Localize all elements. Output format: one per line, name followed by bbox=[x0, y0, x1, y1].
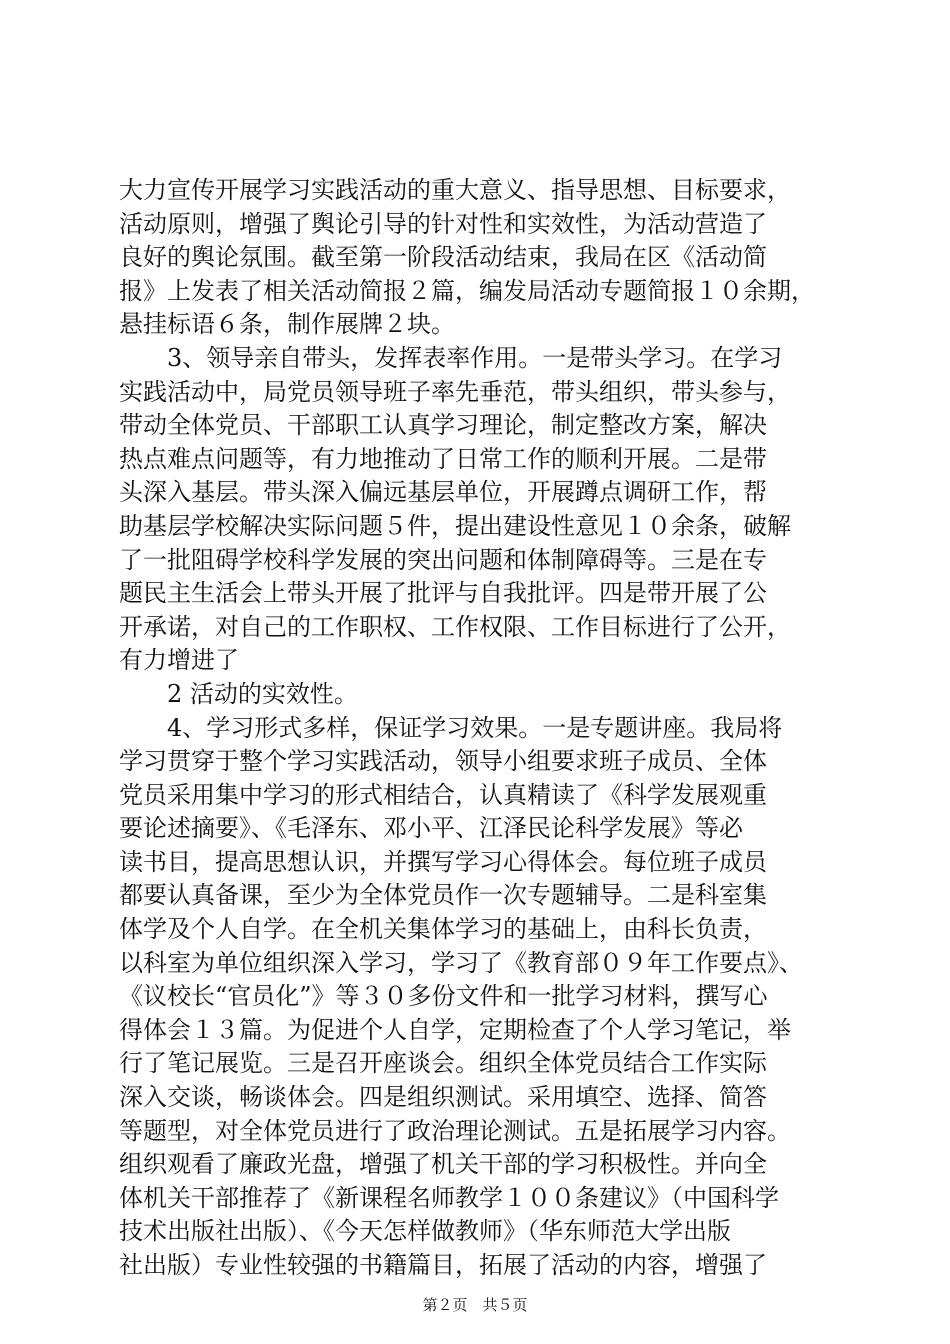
page-footer bbox=[0, 1295, 950, 1315]
text-line: 题民主生活会上带头开展了批评与自我批评。四是带开展了公 bbox=[119, 579, 767, 608]
text-line: 得体会１３篇。为促进个人自学，定期检查了个人学习笔记，举 bbox=[119, 1015, 791, 1044]
paragraph-start-line: 2 活动的实效性。 bbox=[167, 679, 358, 708]
text-line: 党员采用集中学习的形式相结合，认真精读了《科学发展观重 bbox=[119, 780, 767, 809]
text-line: 带动全体党员、干部职工认真学习理论，制定整改方案，解决 bbox=[119, 411, 767, 440]
text-line: 悬挂标语６条，制作展牌２块。 bbox=[119, 310, 455, 339]
text-line: 热点难点问题等，有力地推动了日常工作的顺利开展。二是带 bbox=[119, 444, 767, 473]
text-line: 开承诺，对自己的工作职权、工作权限、工作目标进行了公开， bbox=[119, 612, 791, 641]
paragraph-start-line: 3、领导亲自带头，发挥表率作用。一是带头学习。在学习 bbox=[167, 343, 783, 372]
text-line: 组织观看了廉政光盘，增强了机关干部的学习积极性。并向全 bbox=[119, 1150, 767, 1179]
text-line: 体机关干部推荐了《新课程名师教学１００条建议》（中国科学 bbox=[119, 1183, 779, 1212]
text-line: 体学及个人自学。在全机关集体学习的基础上，由科长负责， bbox=[119, 915, 767, 944]
text-line: 要论述摘要》、《毛泽东、邓小平、江泽民论科学发展》等必 bbox=[119, 814, 743, 843]
text-line: 活动原则，增强了舆论引导的针对性和实效性，为活动营造了 bbox=[119, 209, 767, 238]
text-line: 大力宣传开展学习实践活动的重大意义、指导思想、目标要求， bbox=[119, 176, 791, 204]
text-line: 都要认真备课，至少为全体党员作一次专题辅导。二是科室集 bbox=[119, 881, 767, 910]
text-line: 助基层学校解决实际问题５件，提出建设性意见１０余条，破解 bbox=[119, 511, 791, 540]
text-line: 良好的舆论氛围。截至第一阶段活动结束，我局在区《活动简 bbox=[119, 243, 767, 272]
text-line: 实践活动中，局党员领导班子率先垂范，带头组织，带头参与， bbox=[119, 377, 791, 406]
document-body bbox=[119, 174, 839, 1283]
text-line: 行了笔记展览。三是召开座谈会。组织全体党员结合工作实际 bbox=[119, 1049, 767, 1078]
text-line: 技术出版社出版）、《今天怎样做教师》（华东师范大学出版 bbox=[119, 1217, 731, 1246]
text-line: 学习贯穿于整个学习实践活动，领导小组要求班子成员、全体 bbox=[119, 747, 767, 776]
paragraph-start-line: 4、学习形式多样，保证学习效果。一是专题讲座。我局将 bbox=[167, 713, 783, 742]
text-line: 以科室为单位组织深入学习，学习了《教育部０９年工作要点》、 bbox=[119, 948, 803, 977]
text-line: 读书目，提高思想认识，并撰写学习心得体会。每位班子成员 bbox=[119, 847, 767, 876]
text-line: 社出版）专业性较强的书籍篇目，拓展了活动的内容，增强了 bbox=[119, 1251, 767, 1279]
text-line: 报》上发表了相关活动简报２篇，编发局活动专题简报１０余期， bbox=[119, 276, 815, 305]
text-line: 深入交谈，畅谈体会。四是组织测试。采用填空、选择、简答 bbox=[119, 1083, 767, 1112]
text-line: 了一批阻碍学校科学发展的突出问题和体制障碍等。三是在专 bbox=[119, 545, 767, 574]
page-number-label: 第２页 共５页 bbox=[422, 1296, 528, 1314]
text-line: 有力增进了 bbox=[119, 646, 239, 675]
text-line: 《议校长“官员化”》等３０多份文件和一批学习材料，撰写心 bbox=[119, 982, 768, 1011]
text-line: 头深入基层。带头深入偏远基层单位，开展蹲点调研工作，帮 bbox=[119, 478, 767, 507]
text-line: 等题型，对全体党员进行了政治理论测试。五是拓展学习内容。 bbox=[119, 1116, 791, 1145]
